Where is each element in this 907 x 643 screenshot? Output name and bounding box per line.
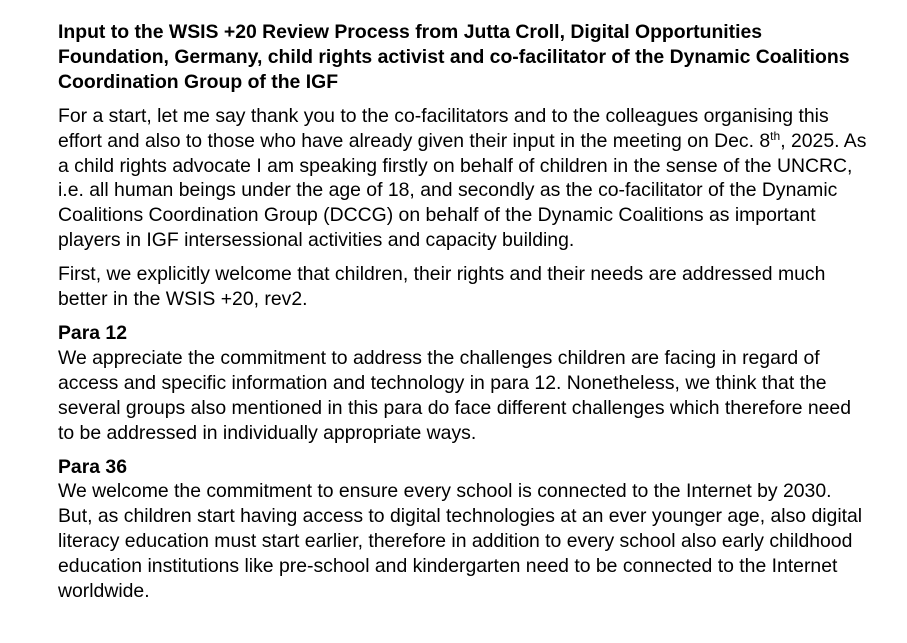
section-text: We welcome the commitment to ensure every school is connected to the Internet by 2030. But, as children start having access to digital technologies at an ever younger age, also digital literacy education must start earlier, therefore in addition to every school also early childhood education institutions like pre-school and kindergarten need to be connected to the Internet worldwide. (58, 480, 863, 603)
intro-paragraph (58, 104, 870, 253)
section-para-36 (58, 455, 870, 604)
intro-text-start: For a start, let me say thank you to the co-facilitators and to the colleagues organising this effort and also to those who have already given their input in the meeting on Dec. 8 (58, 104, 829, 152)
document-body (58, 20, 870, 613)
section-heading: Para 36 (58, 455, 128, 478)
intro-text-end: , 2025. As a child rights advocate I am speaking firstly on behalf of children in the sense of the UNCRC, i.e. all human beings under the age of 18, and secondly as the co-facilitator of the Dynamic Coalitions Coordination Group (DCCG) on behalf of the Dynamic Coalitions as important players in IGF intersessional activities and capacity building. (58, 129, 867, 252)
section-text: We appreciate the commitment to address the challenges children are facing in regard of access and specific information and technology in para 12. Nonetheless, we think that the several groups also mentioned in this para do face different challenges which therefore need to be addressed in individually appropriate ways. (58, 346, 851, 444)
section-heading: Para 12 (58, 321, 128, 344)
document-title: Input to the WSIS +20 Review Process from Jutta Croll, Digital Opportunities Foundation, Germany, child rights activist and co-facilitator of the Dynamic Coalitions Coordination Group of the IGF (58, 21, 850, 93)
intro-superscript: th (770, 128, 781, 143)
first-paragraph: First, we explicitly welcome that children, their rights and their needs are addressed much better in the WSIS +20, rev2. (58, 263, 826, 311)
section-para-12 (58, 321, 870, 446)
